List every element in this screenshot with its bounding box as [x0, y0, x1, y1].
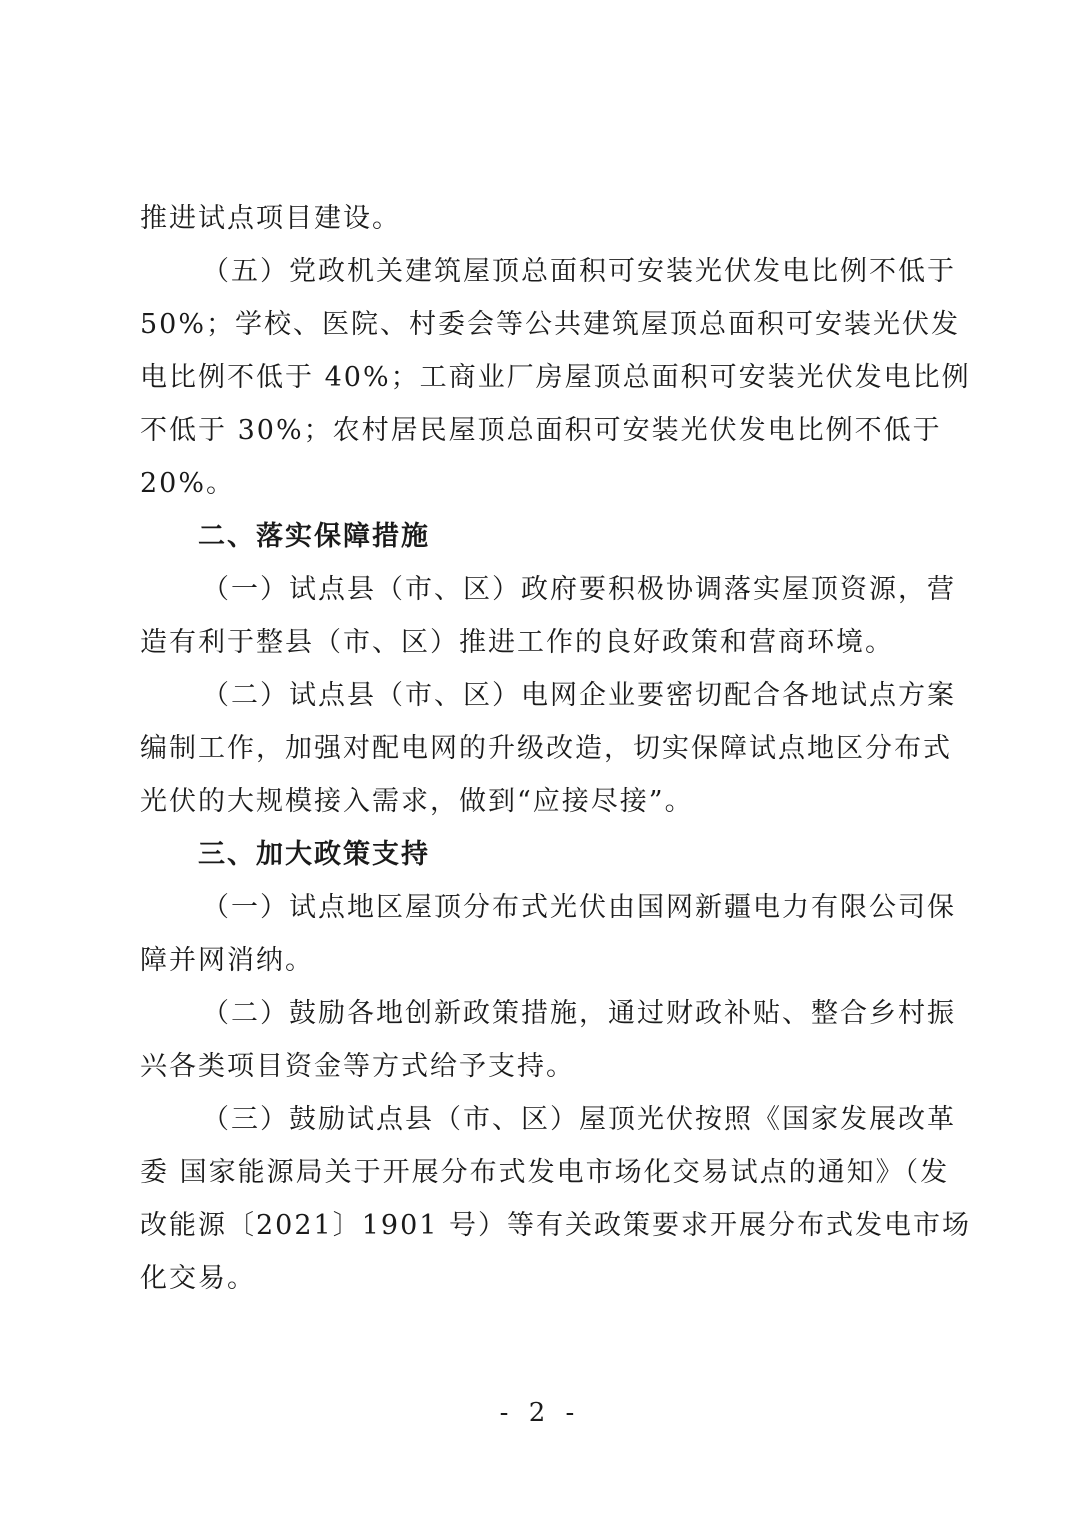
text-line: 电比例不低于 40%；工商业厂房屋顶总面积可安装光伏发电比例 [140, 362, 971, 393]
text-line: （一）试点地区屋顶分布式光伏由国网新疆电力有限公司保 [202, 892, 956, 923]
page-number: - 2 - [499, 1398, 581, 1428]
text-line: （五）党政机关建筑屋顶总面积可安装光伏发电比例不低于 [202, 256, 956, 287]
text-line: 兴各类项目资金等方式给予支持。 [140, 1051, 575, 1082]
text-line: 改能源〔2021〕1901 号）等有关政策要求开展分布式发电市场 [140, 1210, 972, 1241]
text-line: （三）鼓励试点县（市、区）屋顶光伏按照《国家发展改革 [202, 1104, 956, 1135]
text-line: （一）试点县（市、区）政府要积极协调落实屋顶资源，营 [202, 574, 956, 605]
text-line: 推进试点项目建设。 [140, 203, 401, 234]
text-line: 障并网消纳。 [140, 945, 314, 976]
text-line: 20%。 [140, 468, 236, 499]
text-line: （二）鼓励各地创新政策措施，通过财政补贴、整合乡村振 [202, 998, 956, 1029]
document-body [140, 192, 972, 1305]
section-heading: 三、加大政策支持 [198, 839, 430, 870]
text-line: 造有利于整县（市、区）推进工作的良好政策和营商环境。 [140, 627, 894, 658]
text-line: 委 国家能源局关于开展分布式发电市场化交易试点的通知》（发 [140, 1157, 950, 1188]
text-line: 光伏的大规模接入需求，做到“应接尽接”。 [140, 786, 694, 817]
text-line: 50%；学校、医院、村委会等公共建筑屋顶总面积可安装光伏发 [140, 309, 961, 340]
text-line: 不低于 30%；农村居民屋顶总面积可安装光伏发电比例不低于 [140, 415, 942, 446]
text-line: （二）试点县（市、区）电网企业要密切配合各地试点方案 [202, 680, 956, 711]
section-heading: 二、落实保障措施 [198, 521, 430, 552]
text-line: 化交易。 [140, 1263, 256, 1294]
text-line: 编制工作，加强对配电网的升级改造，切实保障试点地区分布式 [140, 733, 952, 764]
